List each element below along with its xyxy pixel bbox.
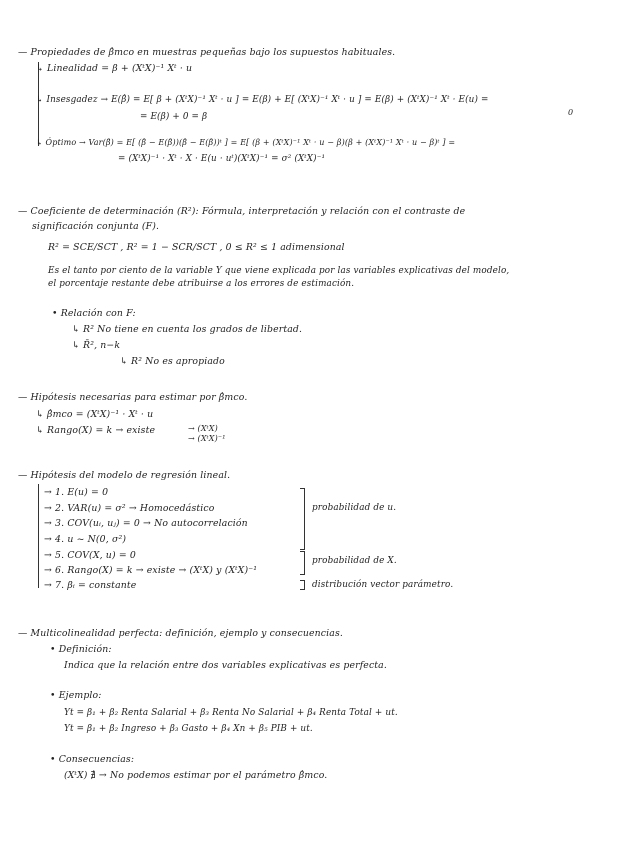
hip-modelo-item-3: → 3. COV(uᵢ, uⱼ) = 0 → No autocorrelación — [44, 518, 248, 529]
group-1-brace — [300, 488, 305, 550]
hip-estimar-item-2: ↳ Rango(X) = k → existe — [36, 425, 156, 436]
hip-modelo-item-6: → 6. Rango(X) = k → existe → (XᵗX) y (XᵗX)⁻¹ — [44, 565, 258, 576]
hip-estimar-title: — Hipótesis necesarias para estimar por β̂mco. — [18, 392, 248, 403]
r2-formula: R² = SCE/SCT , R² = 1 − SCR/SCT , 0 ≤ R² ≤ 1 adimensional — [48, 242, 345, 253]
hip-modelo-item-4: → 4. u ~ N(0, σ²) — [44, 534, 127, 545]
multico-ej-title: • Ejemplo: — [50, 690, 102, 701]
hip-modelo-connector — [38, 484, 39, 588]
ols-insesgadez-line-1: ↳ Insesgadez → E(β̂) = E[ β + (XᵗX)⁻¹ Xᵗ · u ] = E(β) + E[ (XᵗX)⁻¹ Xᵗ · u ] = E(β) + (XᵗX)⁻¹ Xᵗ · E(u) = — [36, 95, 489, 105]
r2-relation-2: ↳ R̄², n−k — [72, 340, 121, 351]
ols-optimo-line-2: = (XᵗX)⁻¹ · Xᵗ · X · E(u · uᵗ)(XᵗX)⁻¹ = σ² (XᵗX)⁻¹ — [118, 154, 326, 164]
ols-linealidad: ↳ Linealidad = β + (XᵗX)⁻¹ Xᵗ · u — [36, 63, 193, 74]
multico-ej-2: Yt = β₁ + β₂ Ingreso + β₃ Gasto + β₄ Xn + β₅ PIB + ut. — [64, 724, 313, 734]
group-3-label: distribución vector parámetro. — [312, 580, 454, 590]
group-2-label: probabilidad de X. — [312, 556, 397, 566]
r2-relation-1: ↳ R² No tiene en cuenta los grados de libertad. — [72, 324, 303, 335]
hip-estimar-item-2c: → (XᵗX)⁻¹ — [188, 434, 226, 443]
hip-modelo-item-7: → 7. βᵢ = constante — [44, 580, 137, 591]
ols-optimo-line-1: ↳ Óptimo → Var(β̂) = E[ (β̂ − E(β̂))(β̂ − E(β̂))ᵗ ] = E[ (β + (XᵗX)⁻¹ Xᵗ · u − β)(β + (XᵗX)⁻¹ Xᵗ · u − β)ᵗ ] = — [36, 138, 456, 147]
hip-estimar-item-1: ↳ β̂mco = (XᵗX)⁻¹ · Xᵗ · u — [36, 409, 154, 420]
multico-ej-1: Yt = β₁ + β₂ Renta Salarial + β₃ Renta No Salarial + β₄ Renta Total + ut. — [64, 708, 398, 718]
group-1-label: probabilidad de u. — [312, 503, 397, 513]
multico-def-title: • Definición: — [50, 644, 112, 655]
multico-def-text: Indica que la relación entre dos variables explicativas es perfecta. — [64, 660, 387, 671]
multico-title: — Multicolinealidad perfecta: definición, ejemplo y consecuencias. — [18, 628, 343, 639]
ols-props-title: — Propiedades de β̂mco en muestras pequeñas bajo los supuestos habituales. — [18, 47, 396, 58]
r2-title: — Coeficiente de determinación (R²): Fórmula, interpretación y relación con el contraste de — [18, 206, 466, 217]
ols-insesgadez-line-2: = E(β) + 0 = β — [140, 112, 208, 122]
r2-title-cont: significación conjunta (F). — [32, 221, 160, 232]
group-3-brace — [300, 580, 305, 590]
group-2-brace — [300, 551, 305, 575]
ols-insesgadez-zero: 0 — [568, 108, 574, 117]
r2-relation-3: ↳ R² No es apropiado — [120, 356, 225, 367]
multico-cons-text: (XᵗX) ∄ → No podemos estimar por el parámetro β̂mco. — [64, 770, 328, 781]
hip-modelo-item-1: → 1. E(u) = 0 — [44, 487, 109, 498]
multico-cons-title: • Consecuencias: — [50, 754, 135, 765]
hip-modelo-title: — Hipótesis del modelo de regresión lineal. — [18, 470, 231, 481]
r2-interpretation-2: el porcentaje restante debe atribuirse a los errores de estimación. — [48, 279, 355, 289]
hip-modelo-item-2: → 2. VAR(u) = σ² → Homocedástico — [44, 503, 215, 514]
r2-relation-title: • Relación con F: — [52, 308, 136, 319]
r2-interpretation-1: Es el tanto por ciento de la variable Y que viene explicada por las variables explicativas del modelo, — [48, 266, 510, 276]
hip-modelo-item-5: → 5. COV(X, u) = 0 — [44, 550, 136, 561]
hip-estimar-item-2b: → (XᵗX) — [188, 424, 218, 433]
